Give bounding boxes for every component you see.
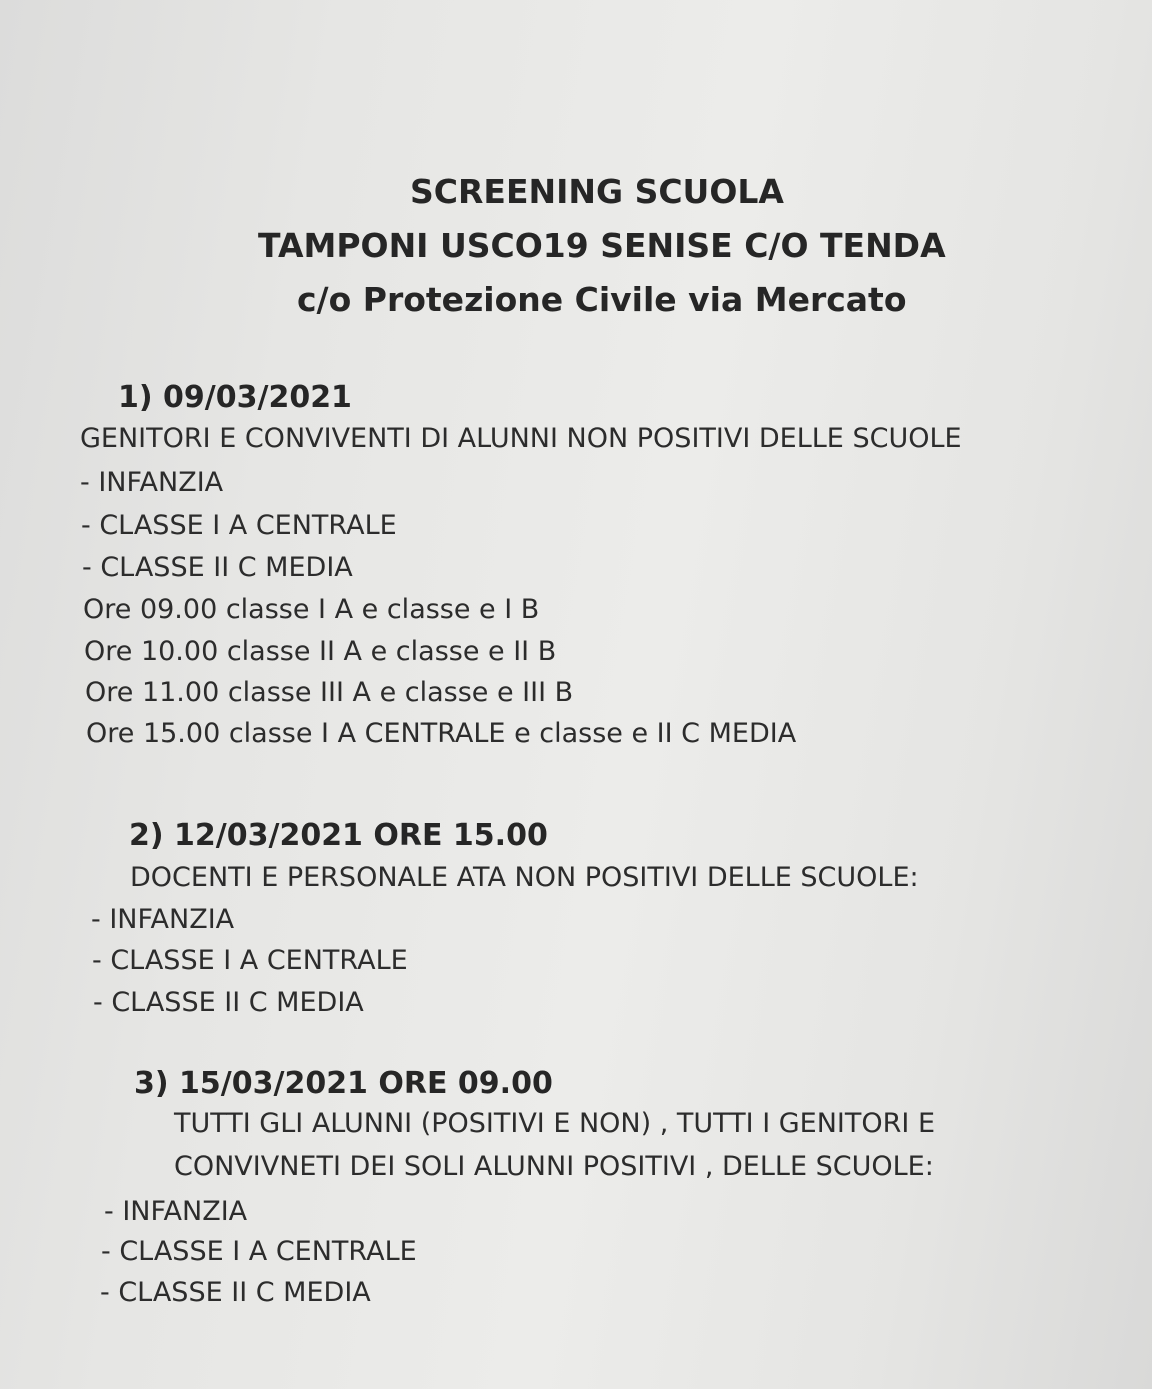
- section3-line: TUTTI GLI ALUNNI (POSITIVI E NON) , TUTTI I GENITORI E: [174, 1108, 936, 1139]
- section1-line: - CLASSE I A CENTRALE: [81, 510, 397, 541]
- section3-line: - CLASSE I A CENTRALE: [101, 1236, 417, 1267]
- section2-line: DOCENTI E PERSONALE ATA NON POSITIVI DELLE SCUOLE:: [130, 862, 919, 893]
- section1-line: Ore 10.00 classe II A e classe e II B: [84, 636, 557, 667]
- document-title-line-2: TAMPONI USCO19 SENISE C/O TENDA: [258, 226, 946, 265]
- section2-line: - CLASSE I A CENTRALE: [92, 945, 408, 976]
- section1-heading: 1) 09/03/2021: [118, 380, 352, 415]
- section2-line: - INFANZIA: [91, 904, 235, 935]
- section3-line: - INFANZIA: [104, 1196, 248, 1227]
- document-title-line-1: SCREENING SCUOLA: [410, 172, 784, 211]
- section1-line: Ore 15.00 classe I A CENTRALE e classe e II C MEDIA: [86, 718, 797, 749]
- section2-line: - CLASSE II C MEDIA: [93, 987, 364, 1018]
- section3-line: - CLASSE II C MEDIA: [100, 1277, 371, 1308]
- section1-line: Ore 09.00 classe I A e classe e I B: [83, 594, 540, 625]
- section3-heading: 3) 15/03/2021 ORE 09.00: [134, 1066, 553, 1101]
- section3-line: CONVIVNETI DEI SOLI ALUNNI POSITIVI , DELLE SCUOLE:: [174, 1151, 934, 1182]
- section2-heading: 2) 12/03/2021 ORE 15.00: [129, 818, 548, 853]
- section1-line: - INFANZIA: [80, 467, 224, 498]
- section1-line: GENITORI E CONVIVENTI DI ALUNNI NON POSITIVI DELLE SCUOLE: [80, 423, 962, 454]
- section1-line: Ore 11.00 classe III A e classe e III B: [85, 677, 574, 708]
- section1-line: - CLASSE II C MEDIA: [82, 552, 353, 583]
- document-title-line-3: c/o Protezione Civile via Mercato: [297, 280, 907, 319]
